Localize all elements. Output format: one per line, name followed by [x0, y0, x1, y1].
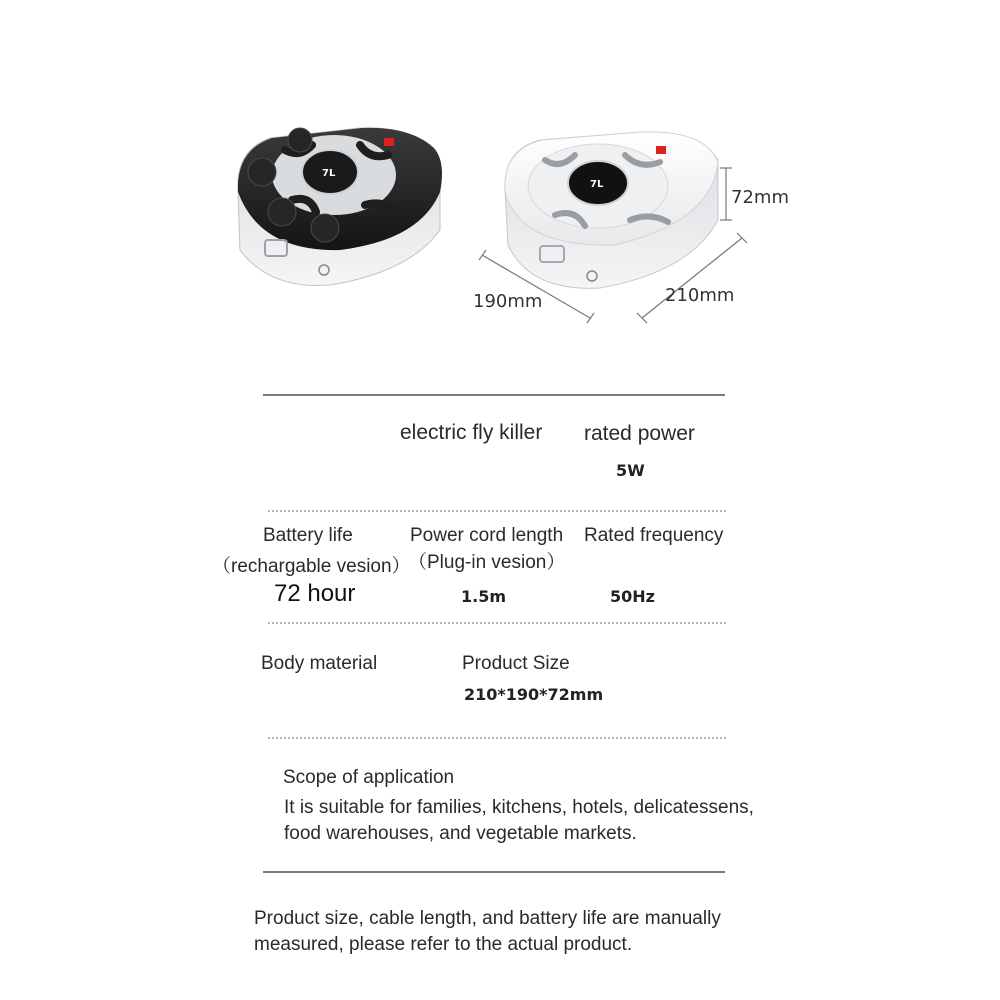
- battery-life-label: Battery life: [263, 525, 353, 546]
- scope-label: Scope of application: [283, 767, 455, 788]
- battery-life-value: 72 hour: [274, 580, 356, 607]
- product-illustration: [0, 0, 1000, 380]
- scope-line-1: It is suitable for families, kitchens, hotels, delicatessens,: [284, 797, 754, 818]
- black-unit-logo: 7L: [322, 168, 336, 179]
- rated-frequency-label: Rated frequency: [584, 525, 724, 546]
- divider-1: [268, 510, 726, 512]
- power-cord-label: Power cord length: [410, 525, 564, 546]
- product-size-label: Product Size: [462, 653, 570, 674]
- rated-power-value: 5W: [616, 461, 645, 480]
- scope-line-2: food warehouses, and vegetable markets.: [284, 823, 637, 844]
- divider-3: [268, 737, 726, 739]
- note-line-1: Product size, cable length, and battery life are manually: [254, 908, 721, 929]
- depth-dimension-label: 210mm: [665, 285, 735, 306]
- product-size-value: 210*190*72mm: [464, 685, 604, 704]
- white-fly-trap-icon: [505, 132, 718, 288]
- top-rule: [263, 394, 725, 396]
- body-material-label: Body material: [261, 653, 378, 674]
- divider-2: [268, 622, 726, 624]
- rated-frequency-value: 50Hz: [610, 587, 655, 606]
- black-fly-trap-icon: [238, 128, 442, 286]
- note-line-2: measured, please refer to the actual product.: [254, 934, 633, 955]
- power-cord-sublabel: （Plug-in vesion）: [408, 552, 566, 573]
- height-dimension-label: 72mm: [731, 187, 789, 208]
- product-name: electric fly killer: [400, 421, 543, 444]
- white-unit-logo: 7L: [590, 179, 604, 190]
- rated-power-label: rated power: [584, 422, 695, 445]
- power-cord-value: 1.5m: [461, 587, 507, 606]
- battery-life-sublabel: （rechargable vesion）: [212, 556, 411, 577]
- width-dimension-label: 190mm: [473, 291, 543, 312]
- bottom-rule: [263, 871, 725, 873]
